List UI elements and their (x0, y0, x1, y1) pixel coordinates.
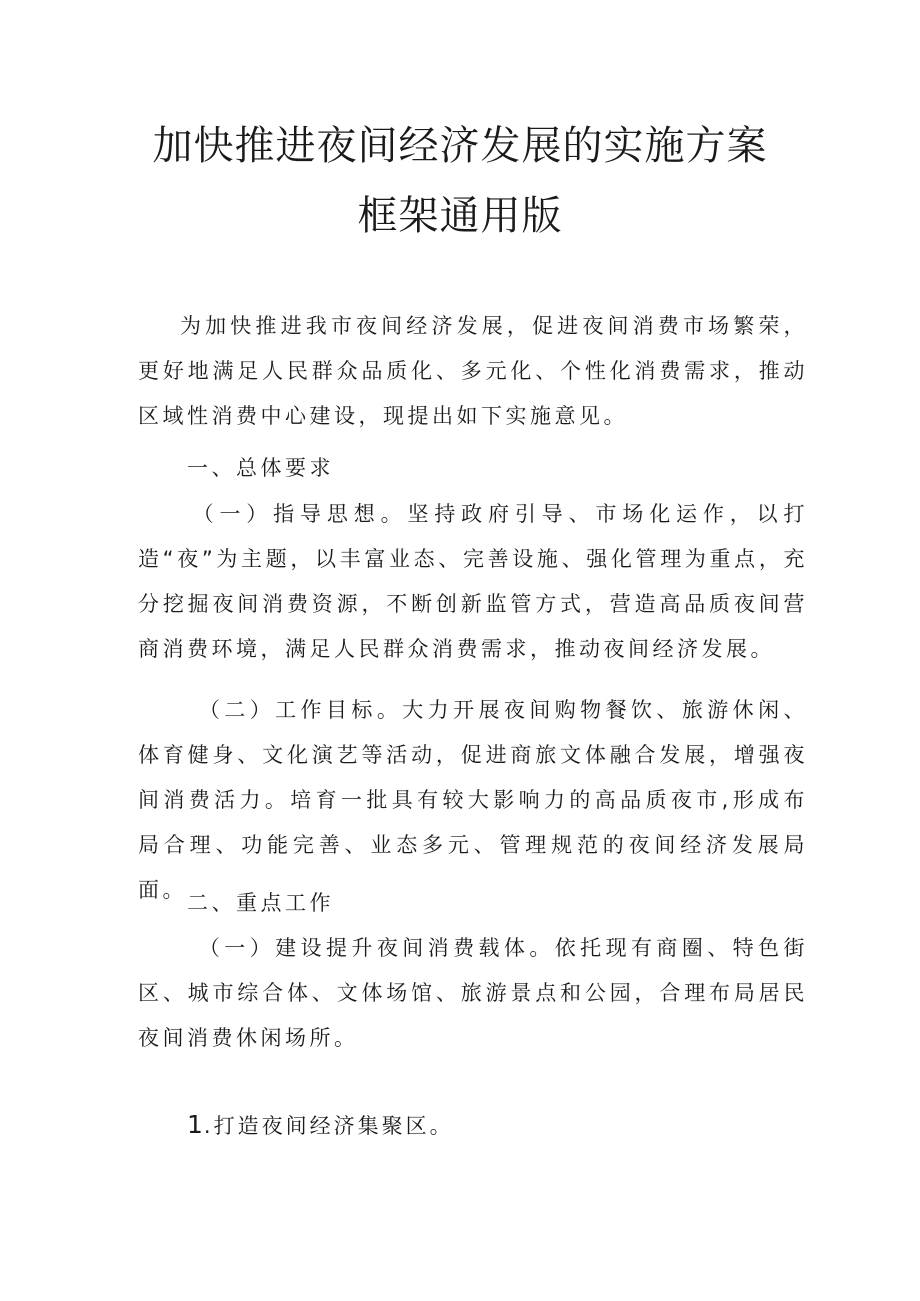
intro-paragraph: 为加快推进我市夜间经济发展，促进夜间消费市场繁荣，更好地满足人民群众品质化、多元化、个性化消费需求，推动区域性消费中心建设，现提出如下实施意见。 (138, 314, 808, 428)
section-2-heading: 二、重点工作 (187, 891, 334, 915)
consumption-carrier-paragraph: （一）建设提升夜间消费载体。依托现有商圈、特色街区、城市综合体、文体场馆、旅游景点和公园，合理布局居民夜间消费休闲场所。 (138, 936, 808, 1050)
list-item-text: .打造夜间经济集聚区。 (203, 1114, 454, 1138)
work-goals-paragraph: （二）工作目标。大力开展夜间购物餐饮、旅游休闲、体育健身、文化演艺等活动，促进商旅文体融合发展，增强夜间消费活力。培育一批具有较大影响力的高品质夜市,形成布局合理、功能完善、业态多元、管理规范的夜间经济发展局面。 (138, 698, 808, 902)
guiding-ideology-paragraph: （一）指导思想。坚持政府引导、市场化运作，以打造“夜”为主题，以丰富业态、完善设施、强化管理为重点，充分挖掘夜间消费资源，不断创新监管方式，营造高品质夜间营商消费环境，满足人民群众消费需求，推动夜间经济发展。 (138, 502, 808, 661)
document-title-line-1: 加快推进夜间经济发展的实施方案 (152, 123, 768, 169)
list-item-1 (187, 1102, 454, 1149)
document-title-line-2: 框架通用版 (357, 193, 563, 239)
section-1-heading: 一、总体要求 (187, 456, 334, 480)
list-item-number: 1 (187, 1110, 204, 1139)
